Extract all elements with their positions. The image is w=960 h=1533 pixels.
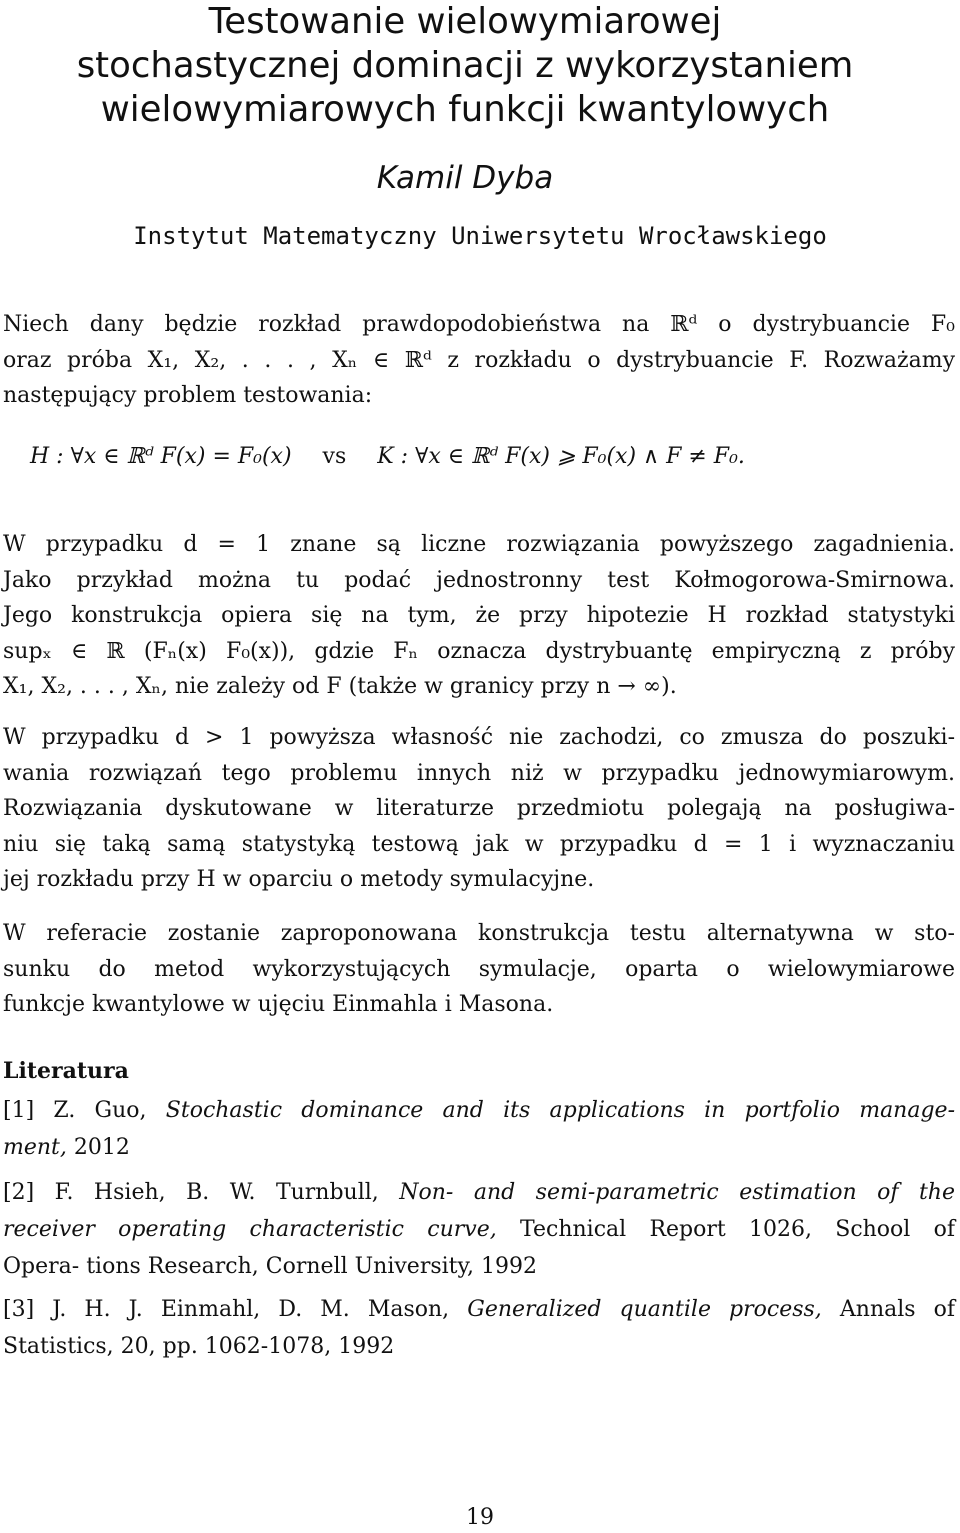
null-hypothesis: H : ∀x ∈ ℝᵈ F(x) = F₀(x)	[30, 444, 292, 469]
affiliation: Instytut Matematyczny Uniwersytetu Wrocławskiego	[133, 222, 827, 250]
ref-3-journal-cont: Statistics, 20, pp. 1062-1078, 1992	[3, 1334, 395, 1359]
intro-line-3: następujący problem testowania:	[3, 383, 373, 408]
alternative-hypothesis: K : ∀x ∈ ℝᵈ F(x) ⩾ F₀(x) ∧ F ≠ F₀.	[377, 444, 745, 469]
page-number: 19	[466, 1505, 494, 1530]
para2-line-3: Rozwiązania dyskutowane w literaturze przedmiotu polegają na posługiwa-	[3, 796, 955, 821]
ref-1-authors: Z. Guo,	[53, 1098, 147, 1123]
ref-1-title: Stochastic dominance and its applications in portfolio manage-	[165, 1098, 956, 1123]
para3-line-1: W referacie zostanie zaproponowana konstrukcja testu alternatywna w sto-	[3, 921, 955, 946]
ref-3-authors: J. H. J. Einmahl, D. M. Mason,	[52, 1297, 450, 1322]
literature-heading: Literatura	[3, 1058, 129, 1084]
para3-line-3: funkcje kwantylowe w ujęciu Einmahla i Masona.	[3, 992, 554, 1017]
para2-line-2: wania rozwiązań tego problemu innych niż w przypadku jednowymiarowym.	[3, 760, 955, 786]
reference-2	[3, 1174, 955, 1285]
paragraph-1	[3, 527, 955, 705]
hypothesis-formula	[30, 444, 950, 469]
ref-3-title: Generalized quantile process,	[467, 1297, 822, 1322]
para1-line-3: Jego konstrukcja opiera się na tym, że przy hipotezie H rozkład statystyki	[3, 603, 955, 628]
para2-line-1: W przypadku d > 1 powyższa własność nie zachodzi, co zmusza do poszuki-	[3, 725, 955, 750]
ref-2-authors: F. Hsieh, B. W. Turnbull,	[54, 1180, 379, 1205]
intro-line-2: oraz próba X₁, X₂, . . . , Xₙ ∈ ℝᵈ z rozkładu o dystrybuancie F. Rozważamy	[3, 347, 955, 373]
vs-label: vs	[322, 444, 347, 469]
ref-2-title-cont: receiver operating characteristic curve,	[3, 1217, 497, 1242]
paper-title	[0, 0, 930, 132]
ref-3-journal: Annals of	[839, 1297, 956, 1322]
ref-3-number: [3]	[3, 1297, 35, 1322]
reference-3	[3, 1291, 955, 1365]
para1-line-5: X₁, X₂, . . . , Xₙ, nie zależy od F (także w granicy przy n → ∞).	[3, 674, 677, 699]
ref-1-title-cont: ment,	[3, 1135, 67, 1160]
para2-line-5: jej rozkładu przy H w oparciu o metody symulacyjne.	[3, 867, 595, 892]
ref-2-publisher: Technical Report 1026, School of	[520, 1217, 955, 1242]
ref-1-year: 2012	[73, 1135, 130, 1160]
title-line-1: Testowanie wielowymiarowej	[208, 1, 722, 42]
para1-line-2: Jako przykład można tu podać jednostronny test Kołmogorowa-Smirnowa.	[3, 567, 955, 593]
author-name: Kamil Dyba	[376, 160, 554, 196]
para2-line-4: niu się taką samą statystyką testową jak w przypadku d = 1 i wyznaczaniu	[3, 831, 955, 857]
para1-line-4: supₓ ∈ ℝ (Fₙ(x) F₀(x)), gdzie Fₙ oznacza dystrybuantę empiryczną z próby	[3, 638, 955, 664]
paragraph-2	[3, 720, 955, 898]
title-line-2: stochastycznej dominacji z wykorzystaniem	[76, 45, 854, 86]
ref-2-publisher-cont: Opera- tions Research, Cornell University, 1992	[3, 1254, 537, 1279]
intro-paragraph	[3, 307, 955, 414]
reference-1	[3, 1092, 955, 1166]
para3-line-2: sunku do metod wykorzystujących symulacje, oparta o wielowymiarowe	[3, 956, 955, 982]
para1-line-1: W przypadku d = 1 znane są liczne rozwiązania powyższego zagadnienia.	[3, 532, 955, 557]
intro-line-1: Niech dany będzie rozkład prawdopodobieństwa na ℝᵈ o dystrybuancie F₀	[3, 312, 955, 337]
ref-1-number: [1]	[3, 1098, 35, 1123]
ref-2-number: [2]	[3, 1180, 35, 1205]
title-line-3: wielowymiarowych funkcji kwantylowych	[100, 89, 830, 130]
paragraph-3	[3, 916, 955, 1023]
ref-2-title: Non- and semi-parametric estimation of the	[399, 1180, 955, 1205]
